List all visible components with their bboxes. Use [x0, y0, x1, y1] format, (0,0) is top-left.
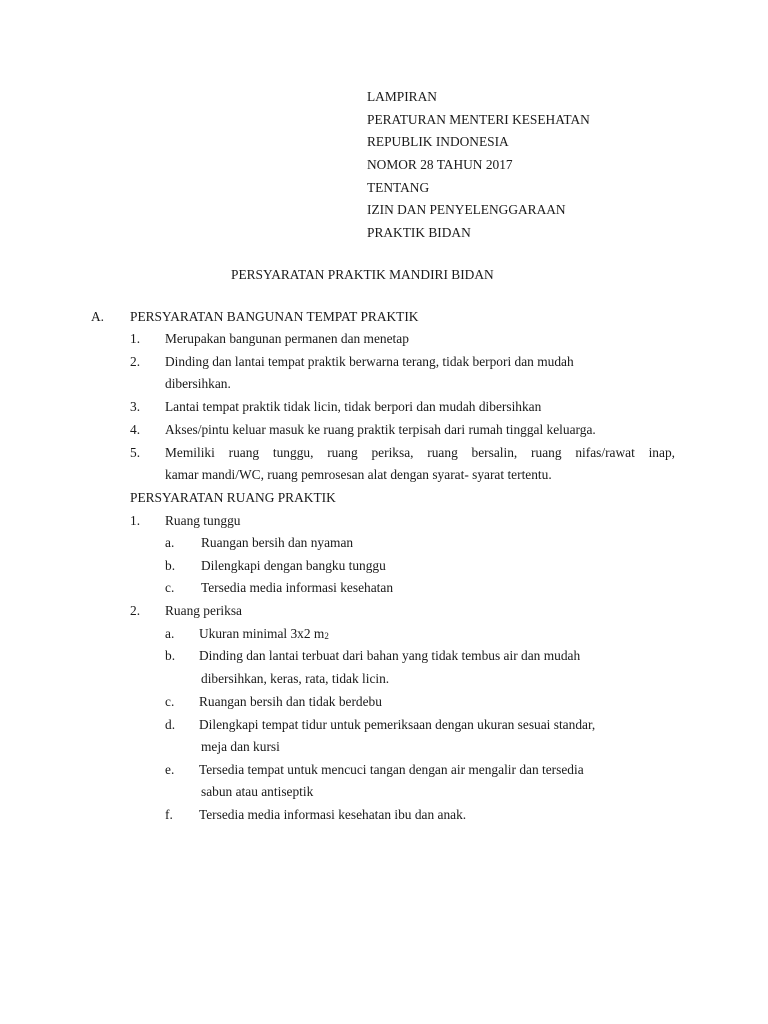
unit-subscript: 2: [324, 631, 329, 641]
sub-text: Dilengkapi dengan bangku tunggu: [201, 558, 386, 573]
item-text: Merupakan bangunan permanen dan menetap: [165, 331, 409, 346]
group-label-ruang-tunggu: Ruang tunggu: [165, 513, 241, 528]
item-text-continued: kamar mandi/WC, ruang pemrosesan alat dengan syarat- syarat tertentu.: [165, 467, 552, 482]
section-a-heading: PERSYARATAN BANGUNAN TEMPAT PRAKTIK: [130, 309, 419, 324]
sub-text-continued: meja dan kursi: [201, 739, 280, 754]
sub-letter: a.: [165, 626, 175, 641]
sub-text: Ruangan bersih dan tidak berdebu: [199, 694, 382, 709]
header-line-nomor: NOMOR 28 TAHUN 2017: [367, 157, 513, 172]
item-number: 1.: [130, 331, 141, 346]
sub-letter: d.: [165, 717, 176, 732]
group-label-ruang-periksa: Ruang periksa: [165, 603, 242, 618]
sub-text-continued: sabun atau antiseptik: [201, 784, 314, 799]
sub-text: Tersedia tempat untuk mencuci tangan dengan air mengalir dan tersedia: [199, 762, 584, 777]
sub-letter: c.: [165, 580, 175, 595]
header-line-praktik-bidan: PRAKTIK BIDAN: [367, 225, 471, 240]
section-ruang-heading: PERSYARATAN RUANG PRAKTIK: [130, 490, 336, 505]
group-number: 2.: [130, 603, 141, 618]
sub-letter: b.: [165, 648, 176, 663]
sub-letter: f.: [165, 807, 173, 822]
document-title: PERSYARATAN PRAKTIK MANDIRI BIDAN: [231, 267, 494, 282]
item-number: 5.: [130, 445, 141, 460]
sub-text-continued: dibersihkan, keras, rata, tidak licin.: [201, 671, 390, 686]
item-number: 2.: [130, 354, 141, 369]
header-line-tentang: TENTANG: [367, 180, 430, 195]
sub-text: Tersedia media informasi kesehatan ibu dan anak.: [199, 807, 467, 822]
item-text: Dinding dan lantai tempat praktik berwarna terang, tidak berpori dan mudah: [165, 354, 574, 369]
header-line-lampiran: LAMPIRAN: [367, 89, 437, 104]
sub-letter: a.: [165, 535, 175, 550]
sub-text-main: Ukuran minimal 3x2 m: [199, 626, 325, 641]
sub-text: Dilengkapi tempat tidur untuk pemeriksaan dengan ukuran sesuai standar,: [199, 717, 596, 732]
item-text-continued: dibersihkan.: [165, 376, 231, 391]
sub-text: Tersedia media informasi kesehatan: [201, 580, 394, 595]
sub-letter: b.: [165, 558, 176, 573]
item-text: Akses/pintu keluar masuk ke ruang praktik terpisah dari rumah tinggal keluarga.: [165, 422, 596, 437]
item-text: Lantai tempat praktik tidak licin, tidak berpori dan mudah dibersihkan: [165, 399, 542, 414]
header-line-republik: REPUBLIK INDONESIA: [367, 134, 509, 149]
item-number: 3.: [130, 399, 141, 414]
sub-text: Dinding dan lantai terbuat dari bahan yang tidak tembus air dan mudah: [199, 648, 581, 663]
sub-letter: c.: [165, 694, 175, 709]
sub-text: Ruangan bersih dan nyaman: [201, 535, 354, 550]
group-number: 1.: [130, 513, 141, 528]
sub-letter: e.: [165, 762, 175, 777]
item-number: 4.: [130, 422, 141, 437]
header-line-izin: IZIN DAN PENYELENGGARAAN: [367, 202, 566, 217]
sub-text: [199, 626, 329, 644]
section-a-letter: A.: [91, 309, 105, 324]
header-line-peraturan: PERATURAN MENTERI KESEHATAN: [367, 112, 590, 127]
item-text: Memiliki ruang tunggu, ruang periksa, ruang bersalin, ruang nifas/rawat inap,: [165, 445, 675, 460]
